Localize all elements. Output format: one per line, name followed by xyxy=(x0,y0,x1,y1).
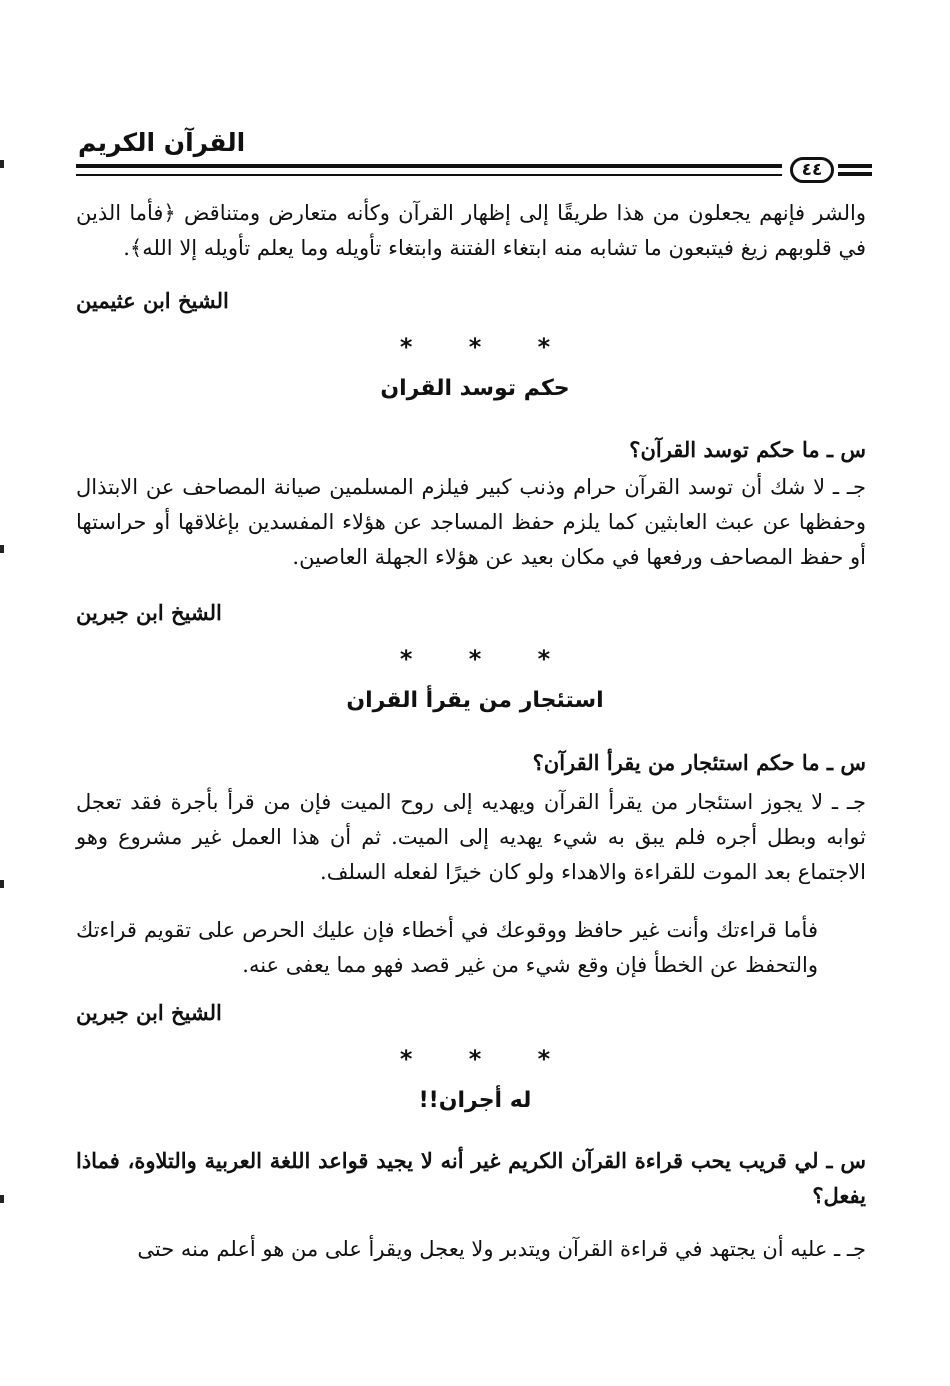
question: س ـ لي قريب يحب قراءة القرآن الكريم غير أنه لا يجيد قواعد اللغة العربية والتلاوة، فماذا يفعل؟ xyxy=(76,1148,866,1208)
page-number: ٤٤ xyxy=(790,157,834,183)
scan-edge-mark xyxy=(0,545,4,553)
section-heading: له أجران!! xyxy=(418,1088,532,1113)
answer-paragraph: فأما قراءتك وأنت غير حافظ ووقوعك في أخطاء فإن عليك الحرص على تقويم قراءتك والتحفظ عن الخطأ فإن وقع شيء من غير قصد فهو مما يعفى عنه. xyxy=(76,918,818,977)
scan-edge-mark xyxy=(0,1195,4,1203)
answer-paragraph: جـ ـ لا شك أن توسد القرآن حرام وذنب كبير فيلزم المسلمين صيانة المصاحف عن الابتذال وحفظها عن عبث العابثين كما يلزم حفظ المساجد عن هؤلاء المفسدين بإغلاقها أو حراستها أو حفظ المصاحف ورفعها في مكان بعيد عن هؤلاء الجهلة العاصين. xyxy=(76,475,866,569)
intro-signature: الشيخ ابن عثيمين xyxy=(76,288,229,313)
answer-signature: الشيخ ابن جبرين xyxy=(76,600,222,625)
header-rule xyxy=(76,164,782,176)
page-number-ornament xyxy=(788,155,874,187)
section-separator: * * * xyxy=(399,1045,575,1073)
question: س ـ ما حكم توسد القرآن؟ xyxy=(629,437,866,462)
intro-paragraph: والشر فإنهم يجعلون من هذا طريقًا إلى إظهار القرآن وكأنه متعارض ومتناقض ﴿فأما الذين في قلوبهم زيغ فيتبعون ما تشابه منه ابتغاء الفتنة وابتغاء تأويله وما يعلم تأويله إلا الله﴾. xyxy=(76,201,866,260)
scan-edge-mark xyxy=(0,160,4,168)
scan-edge-mark xyxy=(0,880,4,888)
section-heading: حكم توسد القران xyxy=(380,376,570,401)
answer-paragraph: جـ ـ عليه أن يجتهد في قراءة القرآن ويتدبر ولا يعجل ويقرأ على من هو أعلم منه حتى xyxy=(137,1237,866,1261)
answer-signature: الشيخ ابن جبرين xyxy=(76,1000,222,1025)
running-header-title: القرآن الكريم xyxy=(78,128,246,157)
answer-paragraph: جـ ـ لا يجوز استئجار من يقرأ القرآن ويهديه إلى روح الميت فإن من قرأ بأجرة فقد تعجل ثوابه وبطل أجره فلم يبق به شيء يهديه إلى الميت. ثم أن هذا العمل غير مشروع وهو الاجتماع بعد الموت للقراءة والاهداء ولو كان خيرًا لفعله السلف. xyxy=(76,790,866,884)
section-heading: استئجار من يقرأ القران xyxy=(346,688,604,713)
section-separator: * * * xyxy=(399,333,575,361)
question: س ـ ما حكم استئجار من يقرأ القرآن؟ xyxy=(532,750,866,775)
page-number-rule xyxy=(838,164,872,176)
section-separator: * * * xyxy=(399,645,575,673)
